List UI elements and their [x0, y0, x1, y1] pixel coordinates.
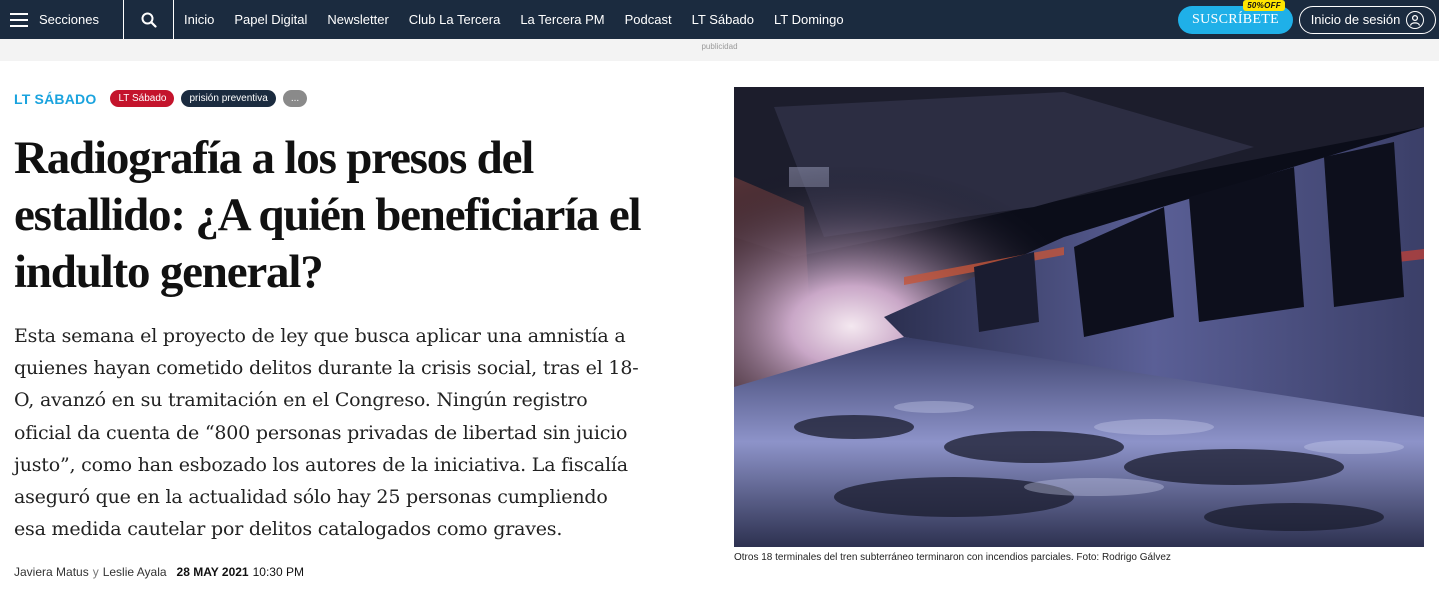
ad-strip: [0, 39, 1439, 61]
nav-link-la-tercera-pm[interactable]: La Tercera PM: [520, 12, 605, 27]
photo-caption: Otros 18 terminales del tren subterráneo terminaron con incendios parciales. Foto: Rodrigo Gálvez: [734, 552, 1171, 563]
article-lede: Esta semana el proyecto de ley que busca aplicar una amnistía a quienes hayan cometido delitos durante la crisis social, tras el 18-O, avanzó en su tramitación en el Congreso. Ningún registro oficial da cuenta de “800 personas privadas de libertad sin juicio justo”, como han esbozado los autores de la iniciativa. La fiscalía aseguró que en la actualidad sólo hay 25 personas cumpliendo esa medida cautelar por delitos catalogados como graves.: [14, 325, 639, 541]
sections-menu-button[interactable]: [0, 0, 124, 39]
publish-date: 28 MAY 2021: [176, 565, 249, 579]
sections-label: Secciones: [39, 12, 99, 27]
publish-time: 10:30 PM: [252, 565, 304, 579]
top-navbar: [0, 0, 1439, 39]
ad-label: publicidad: [701, 42, 738, 51]
tag-more-button[interactable]: ...: [283, 90, 307, 107]
nav-link-lt-sabado[interactable]: LT Sábado: [691, 12, 755, 27]
subscribe-button[interactable]: [1178, 0, 1293, 34]
author-link[interactable]: Leslie Ayala: [102, 565, 167, 579]
article-headline: Radiografía a los presos del estallido: ¿A quién beneficiaría el indulto general?: [14, 132, 641, 298]
tag-prision-preventiva[interactable]: prisión preventiva: [181, 90, 275, 107]
nav-link-podcast[interactable]: Podcast: [624, 12, 672, 27]
search-button[interactable]: [124, 0, 174, 39]
article-kicker: [14, 90, 314, 107]
author-link[interactable]: Javiera Matus: [14, 565, 89, 579]
login-button[interactable]: [1299, 6, 1436, 34]
tag-lt-sabado[interactable]: LT Sábado: [110, 90, 174, 107]
nav-link-papel-digital[interactable]: Papel Digital: [234, 12, 308, 27]
login-label: Inicio de sesión: [1310, 12, 1401, 27]
article-photo[interactable]: [734, 87, 1424, 547]
nav-link-newsletter[interactable]: Newsletter: [327, 12, 389, 27]
author-joiner: y: [92, 565, 99, 579]
hamburger-icon: [10, 13, 28, 27]
byline: [14, 565, 304, 579]
nav-link-inicio[interactable]: Inicio: [184, 12, 215, 27]
user-icon: [1406, 11, 1424, 29]
section-link[interactable]: LT SÁBADO: [14, 90, 97, 107]
nav-link-club-la-tercera[interactable]: Club La Tercera: [408, 12, 501, 27]
nav-link-lt-domingo[interactable]: LT Domingo: [774, 12, 844, 27]
nav-links: [174, 12, 864, 27]
burned-subway-station-image: [734, 87, 1424, 547]
search-icon: [141, 12, 157, 28]
subscribe-label: SUSCRÍBETE: [1191, 11, 1279, 27]
discount-badge: 50%OFF: [1243, 0, 1285, 11]
nav-right: [1178, 0, 1439, 34]
